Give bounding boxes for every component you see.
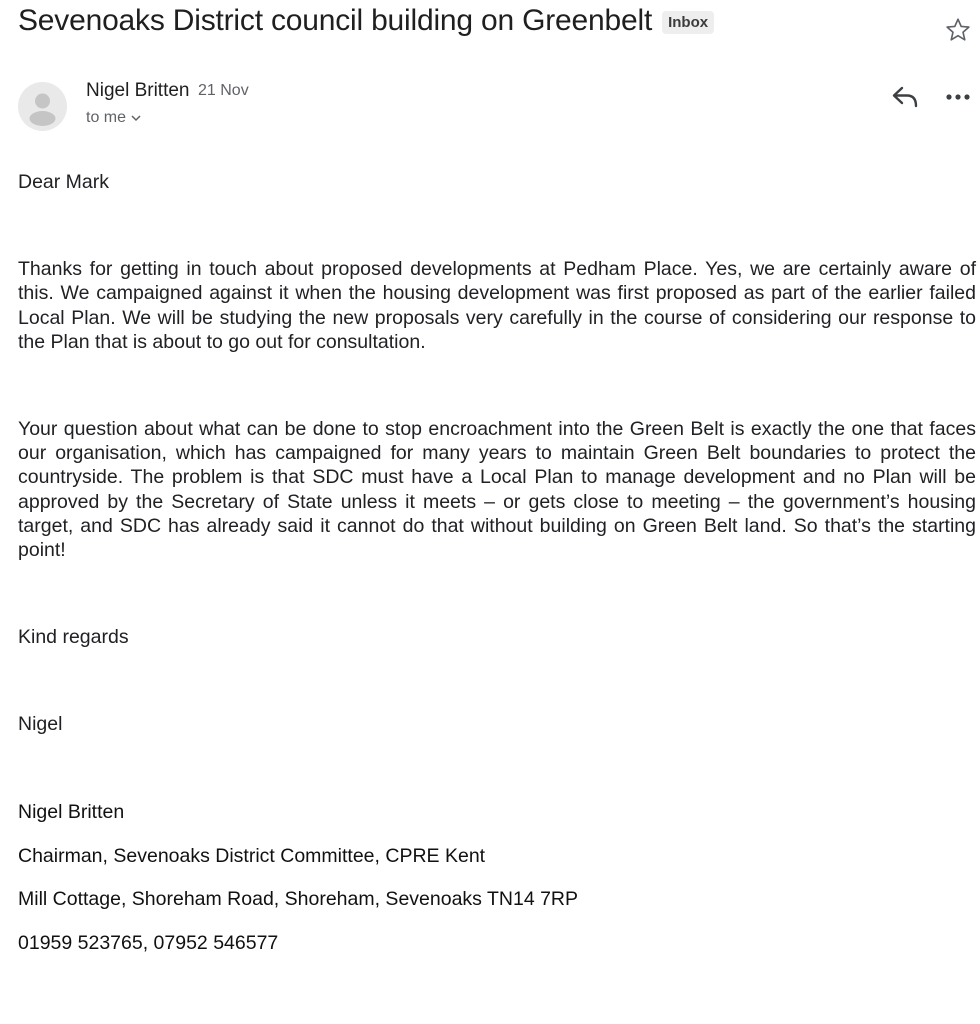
email-header bbox=[18, 4, 920, 38]
signoff: Kind regards bbox=[18, 626, 129, 649]
signature-title: Chairman, Sevenoaks District Committee, CPRE Kent bbox=[18, 844, 486, 867]
email-signature bbox=[18, 800, 578, 974]
avatar-placeholder-icon bbox=[18, 82, 67, 131]
signature-address: Mill Cottage, Shoreham Road, Shoreham, Sevenoaks TN14 7RP bbox=[18, 888, 579, 911]
greeting: Dear Mark bbox=[18, 171, 110, 193]
body-paragraph: Your question about what can be done to stop encroachment into the Green Belt is exactly the one that faces our organisation, which has campaigned for many years to maintain Green Belt boundaries to protect the countryside. The problem is that SDC must have a Local Plan to manage development and no Plan will be approved by the Secretary of State unless it meets – or gets close to meeting – the government’s housing target, and SDC has already said it cannot do that without building on Green Belt land. So that’s the starting point! bbox=[18, 418, 976, 562]
inbox-label-badge[interactable]: Inbox bbox=[662, 11, 714, 34]
star-icon[interactable] bbox=[944, 16, 972, 44]
body-paragraph: Thanks for getting in touch about proposed developments at Pedham Place. Yes, we are certainly aware of this. We campaigned against it when the housing development was first proposed as part of the earlier failed Local Plan. We will be studying the new proposals very carefully in the course of considering our response to the Plan that is about to go out for consultation. bbox=[18, 258, 976, 353]
more-icon[interactable] bbox=[944, 88, 972, 106]
avatar[interactable] bbox=[18, 82, 67, 131]
email-date: 21 Nov bbox=[198, 82, 249, 99]
signature-phones[interactable]: 01959 523765, 07952 546577 bbox=[18, 931, 279, 954]
email-body bbox=[18, 170, 976, 737]
reply-icon[interactable] bbox=[890, 84, 920, 110]
recipient-toggle[interactable] bbox=[86, 109, 142, 127]
sender-name[interactable]: Nigel Britten bbox=[86, 80, 190, 101]
email-subject: Sevenoaks District council building on Greenbelt bbox=[18, 4, 653, 37]
sender-first-name: Nigel bbox=[18, 713, 63, 736]
recipient-label: to me bbox=[86, 109, 127, 126]
chevron-down-icon bbox=[130, 113, 142, 123]
signature-name: Nigel Britten bbox=[18, 801, 125, 823]
